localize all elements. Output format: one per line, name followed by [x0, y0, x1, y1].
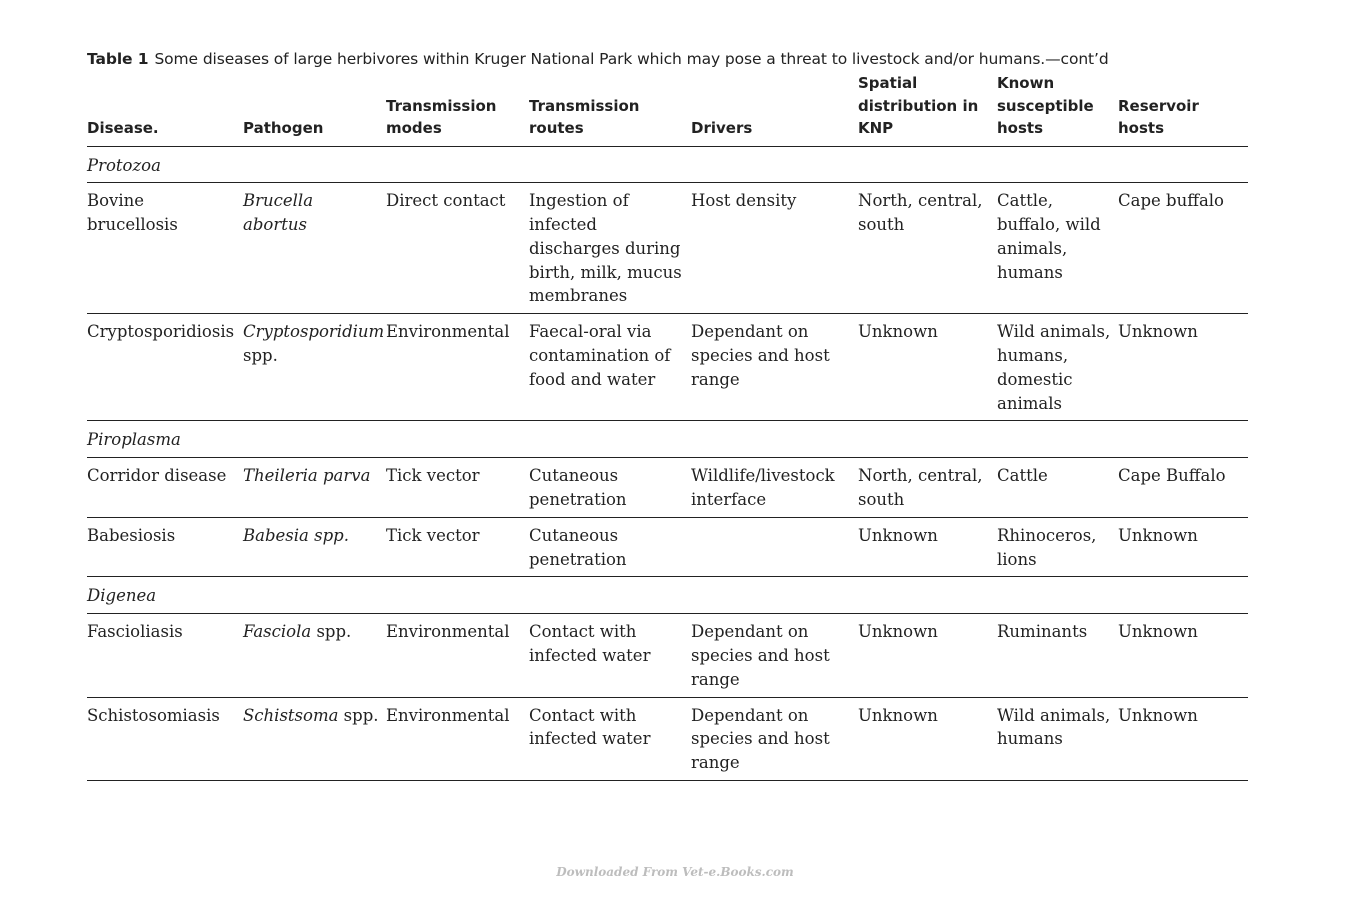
- cell-hosts: Wild animals, humans, domestic animals: [997, 314, 1118, 421]
- cell-drivers: [691, 517, 858, 577]
- cell-hosts: Cattle: [997, 458, 1118, 518]
- header-row: [87, 72, 1248, 146]
- cell-hosts: Wild animals, humans: [997, 697, 1118, 780]
- cell-reservoir: Unknown: [1118, 517, 1248, 577]
- cell-hosts: Rhinoceros, lions: [997, 517, 1118, 577]
- table-row: [87, 517, 1248, 577]
- section-label: Digenea: [87, 577, 1248, 614]
- cell-drivers: Host density: [691, 183, 858, 314]
- section-row-digenea: [87, 577, 1248, 614]
- pathogen-name: Fasciola: [243, 622, 312, 642]
- cell-spatial: Unknown: [858, 697, 997, 780]
- table-row: [87, 614, 1248, 697]
- cell-routes: Contact with infected water: [529, 614, 691, 697]
- cell-routes: Cutaneous penetration: [529, 458, 691, 518]
- header-transmission-routes: Transmission routes: [529, 72, 691, 146]
- header-drivers: Drivers: [691, 72, 858, 146]
- cell-disease: Bovine brucellosis: [87, 183, 243, 314]
- pathogen-name: Theileria parva: [243, 466, 371, 486]
- section-label: Piroplasma: [87, 421, 1248, 458]
- cell-modes: Environmental: [386, 314, 529, 421]
- header-known-susceptible-hosts: Known susceptible hosts: [997, 72, 1118, 146]
- pathogen-name: Cryptosporidium: [243, 322, 385, 342]
- pathogen-suffix: spp.: [338, 705, 379, 725]
- pathogen-suffix: spp.: [311, 622, 352, 642]
- cell-pathogen: [243, 458, 386, 518]
- cell-pathogen: [243, 697, 386, 780]
- cell-drivers: Wildlife/livestock interface: [691, 458, 858, 518]
- section-row-protozoa: [87, 146, 1248, 183]
- cell-modes: Environmental: [386, 614, 529, 697]
- cell-reservoir: Cape buffalo: [1118, 183, 1248, 314]
- cell-disease: Babesiosis: [87, 517, 243, 577]
- table-row: [87, 458, 1248, 518]
- cell-disease: Corridor disease: [87, 458, 243, 518]
- cell-routes: Cutaneous penetration: [529, 517, 691, 577]
- cell-reservoir: Cape Buffalo: [1118, 458, 1248, 518]
- disease-table: [87, 72, 1248, 781]
- section-label: Protozoa: [87, 146, 1248, 183]
- table-caption-text: Some diseases of large herbivores within Kruger National Park which may pose a threat to livestock and/or humans.—cont’d: [154, 50, 1109, 68]
- pathogen-name: Schistsoma: [243, 705, 339, 725]
- cell-pathogen: [243, 183, 386, 314]
- header-pathogen: Pathogen: [243, 72, 386, 146]
- table-caption: [87, 50, 1109, 68]
- cell-spatial: Unknown: [858, 314, 997, 421]
- cell-pathogen: [243, 517, 386, 577]
- cell-pathogen: [243, 314, 386, 421]
- cell-modes: Direct contact: [386, 183, 529, 314]
- cell-hosts: Cattle, buffalo, wild animals, humans: [997, 183, 1118, 314]
- pathogen-suffix: spp.: [243, 346, 278, 366]
- cell-routes: Ingestion of infected discharges during birth, milk, mucus membranes: [529, 183, 691, 314]
- watermark: Downloaded From Vet-e.Books.com: [556, 865, 794, 879]
- table-row: [87, 314, 1248, 421]
- header-disease: Disease.: [87, 72, 243, 146]
- pathogen-name: Babesia spp.: [243, 525, 349, 545]
- cell-modes: Tick vector: [386, 458, 529, 518]
- cell-pathogen: [243, 614, 386, 697]
- cell-drivers: Dependant on species and host range: [691, 314, 858, 421]
- cell-spatial: North, central, south: [858, 458, 997, 518]
- cell-modes: Environmental: [386, 697, 529, 780]
- pathogen-name: Brucella abortus: [243, 191, 314, 235]
- cell-spatial: Unknown: [858, 517, 997, 577]
- cell-disease: Schistosomiasis: [87, 697, 243, 780]
- cell-drivers: Dependant on species and host range: [691, 614, 858, 697]
- cell-reservoir: Unknown: [1118, 314, 1248, 421]
- cell-reservoir: Unknown: [1118, 697, 1248, 780]
- cell-hosts: Ruminants: [997, 614, 1118, 697]
- cell-disease: Fascioliasis: [87, 614, 243, 697]
- cell-routes: Contact with infected water: [529, 697, 691, 780]
- section-row-piroplasma: [87, 421, 1248, 458]
- cell-drivers: Dependant on species and host range: [691, 697, 858, 780]
- header-transmission-modes: Transmission modes: [386, 72, 529, 146]
- cell-spatial: North, central, south: [858, 183, 997, 314]
- header-spatial-distribution: Spatial distribution in KNP: [858, 72, 997, 146]
- table-row: [87, 697, 1248, 780]
- cell-modes: Tick vector: [386, 517, 529, 577]
- cell-disease: Cryptosporidiosis: [87, 314, 243, 421]
- cell-routes: Faecal-oral via contamination of food and water: [529, 314, 691, 421]
- cell-spatial: Unknown: [858, 614, 997, 697]
- header-reservoir-hosts: Reservoir hosts: [1118, 72, 1248, 146]
- cell-reservoir: Unknown: [1118, 614, 1248, 697]
- table-row: [87, 183, 1248, 314]
- table-label: Table 1: [87, 50, 149, 68]
